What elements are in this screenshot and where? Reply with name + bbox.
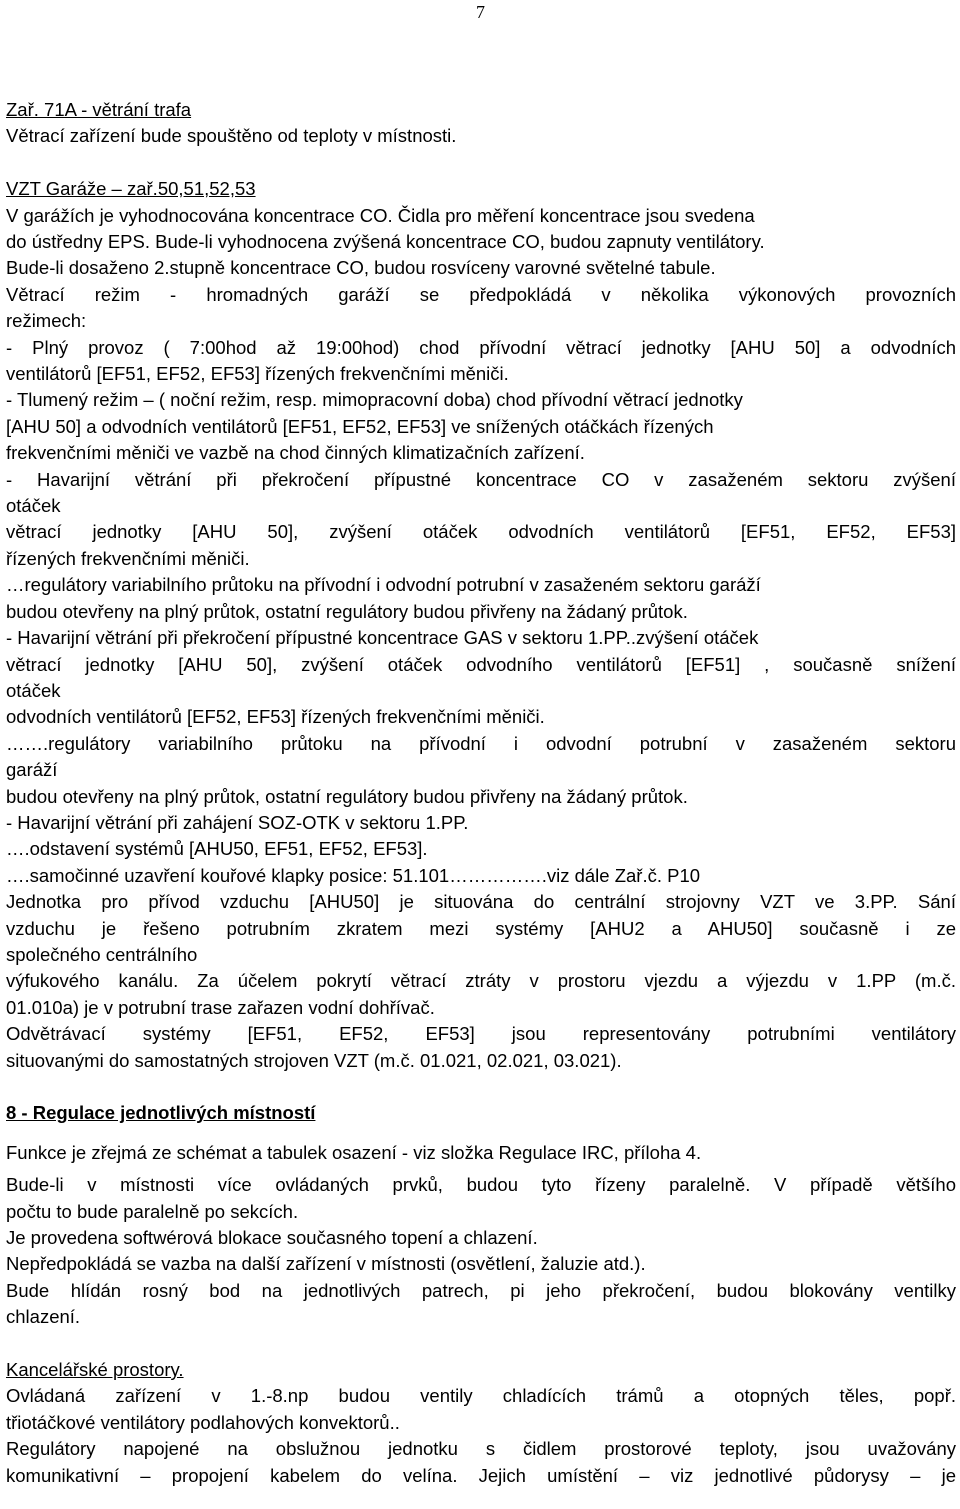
paragraph-line: řízených frekvenčními měniči. bbox=[6, 547, 250, 569]
paragraph-line: společného centrálního bbox=[6, 943, 198, 965]
paragraph-line: situovanými do samostatných strojoven VZT (m.č. 01.021, 02.021, 03.021). bbox=[6, 1049, 622, 1071]
paragraph-line: počtu to bude paralelně po sekcích. bbox=[6, 1200, 299, 1222]
section-room-regulation bbox=[6, 1100, 956, 1330]
paragraph-line: 01.010a) je v potrubní trase zařazen vodní dohřívač. bbox=[6, 996, 435, 1018]
paragraph-line: ventilátorů [EF51, EF52, EF53] řízených frekvenčními měniči. bbox=[6, 363, 509, 385]
offices-heading: Kancelářské prostory. bbox=[6, 1359, 184, 1381]
paragraph-line: otáček bbox=[6, 679, 61, 701]
paragraph-line: třiotáčkové ventilátory podlahových konvektorů.. bbox=[6, 1411, 400, 1433]
paragraph-line: Ovládaná zařízení v 1.-8.np budou ventily chladících trámů a otopných těles, popř. bbox=[6, 1385, 956, 1407]
paragraph-line: výfukového kanálu. Za účelem pokrytí větrací ztráty v prostoru vjezdu a výjezdu v 1.PP (m.č. bbox=[6, 970, 956, 992]
section-8-heading: 8 - Regulace jednotlivých místností bbox=[6, 1102, 316, 1124]
paragraph-line: budou otevřeny na plný průtok, ostatní regulátory budou přivřeny na žádaný průtok. bbox=[6, 600, 688, 622]
paragraph-line: odvodních ventilátorů [EF52, EF53] řízených frekvenčními měniči. bbox=[6, 706, 545, 728]
paragraph-line: Regulátory napojené na obslužnou jednotku s čidlem prostorové teploty, jsou uvažovány bbox=[6, 1438, 956, 1460]
paragraph-line: Je provedena softwérová blokace současného topení a chlazení. bbox=[6, 1227, 538, 1249]
paragraph-line: Odvětrávací systémy [EF51, EF52, EF53] jsou representovány potrubními ventilátory bbox=[6, 1023, 956, 1045]
paragraph-line: garáží bbox=[6, 759, 58, 781]
section-trafo-ventilation bbox=[6, 97, 956, 150]
section-offices bbox=[6, 1357, 956, 1489]
paragraph-line: Větrací režim - hromadných garáží se předpokládá v několika výkonových provozních bbox=[6, 283, 956, 305]
paragraph-line: budou otevřeny na plný průtok, ostatní regulátory budou přivřeny na žádaný průtok. bbox=[6, 785, 688, 807]
paragraph-line: - Plný provoz ( 7:00hod až 19:00hod) chod přívodní větrací jednotky [AHU 50] a odvodních bbox=[6, 336, 956, 358]
garage-heading: VZT Garáže – zař.50,51,52,53 bbox=[6, 178, 256, 200]
paragraph-line: Funkce je zřejmá ze schémat a tabulek osazení - viz složka Regulace IRC, příloha 4. bbox=[6, 1141, 702, 1163]
paragraph-line: - Havarijní větrání při překročení přípustné koncentrace CO v zasaženém sektoru zvýšení bbox=[6, 468, 956, 490]
paragraph-line: - Tlumený režim – ( noční režim, resp. mimopracovní doba) chod přívodní větrací jednotky bbox=[6, 389, 743, 411]
paragraph-line: V garážích je vyhodnocována koncentrace CO. Čidla pro měření koncentrace jsou svedena bbox=[6, 204, 755, 226]
paragraph-line: komunikativní – propojení kabelem do velína. Jejich umístění – viz jednotlivé půdorysy – je bbox=[6, 1464, 956, 1486]
paragraph-line: Jednotka pro přívod vzduchu [AHU50] je situována do centrální strojovny VZT ve 3.PP. Sání bbox=[6, 891, 956, 913]
paragraph-line: do ústředny EPS. Bude-li vyhodnocena zvýšená koncentrace CO, budou zapnuty ventilátory. bbox=[6, 231, 765, 253]
paragraph-line: Nepředpokládá se vazba na další zařízení v místnosti (osvětlení, žaluzie atd.). bbox=[6, 1253, 646, 1275]
paragraph-line: …regulátory variabilního průtoku na přívodní i odvodní potrubní v zasaženém sektoru garáží bbox=[6, 574, 761, 596]
paragraph-line: …….regulátory variabilního průtoku na přívodní i odvodní potrubní v zasaženém sektoru bbox=[6, 732, 956, 754]
paragraph-line: - Havarijní větrání při překročení přípustné koncentrace GAS v sektoru 1.PP..zvýšení otáček bbox=[6, 627, 759, 649]
paragraph-line: Větrací zařízení bude spouštěno od teploty v místnosti. bbox=[6, 125, 457, 147]
paragraph-line: otáček bbox=[6, 495, 61, 517]
page-number: 7 bbox=[476, 2, 485, 22]
paragraph-line: režimech: bbox=[6, 310, 87, 332]
paragraph-line: frekvenčními měniči ve vazbě na chod činných klimatizačních zařízení. bbox=[6, 442, 585, 464]
paragraph-line: vzduchu je řešeno potrubním zkratem mezi systémy [AHU2 a AHU50] současně i ze bbox=[6, 917, 956, 939]
paragraph-line: ….odstavení systémů [AHU50, EF51, EF52, EF53]. bbox=[6, 838, 428, 860]
paragraph-line: chlazení. bbox=[6, 1306, 81, 1328]
paragraph-line: větrací jednotky [AHU 50], zvýšení otáček odvodního ventilátorů [EF51] , současně snížení bbox=[6, 653, 956, 675]
section-garage-ventilation bbox=[6, 176, 956, 1074]
paragraph-line: - Havarijní větrání při zahájení SOZ-OTK v sektoru 1.PP. bbox=[6, 811, 469, 833]
paragraph-line: ….samočinné uzavření kouřové klapky posice: 51.101…………….viz dále Zař.č. P10 bbox=[6, 864, 701, 886]
paragraph-line: Bude-li dosaženo 2.stupně koncentrace CO, budou rosvíceny varovné světelné tabule. bbox=[6, 257, 716, 279]
paragraph-line: [AHU 50] a odvodních ventilátorů [EF51, EF52, EF53] ve snížených otáčkách řízených bbox=[6, 415, 714, 437]
paragraph-line: Bude-li v místnosti více ovládaných prvků, budou tyto řízeny paralelně. V případě většího bbox=[6, 1174, 956, 1196]
trafo-heading: Zař. 71A - větrání trafa bbox=[6, 99, 192, 120]
document-body bbox=[6, 97, 956, 1489]
paragraph-line: Bude hlídán rosný bod na jednotlivých patrech, pi jeho překročení, budou blokovány ventilky bbox=[6, 1279, 956, 1301]
paragraph-line: větrací jednotky [AHU 50], zvýšení otáček odvodních ventilátorů [EF51, EF52, EF53] bbox=[6, 521, 956, 543]
